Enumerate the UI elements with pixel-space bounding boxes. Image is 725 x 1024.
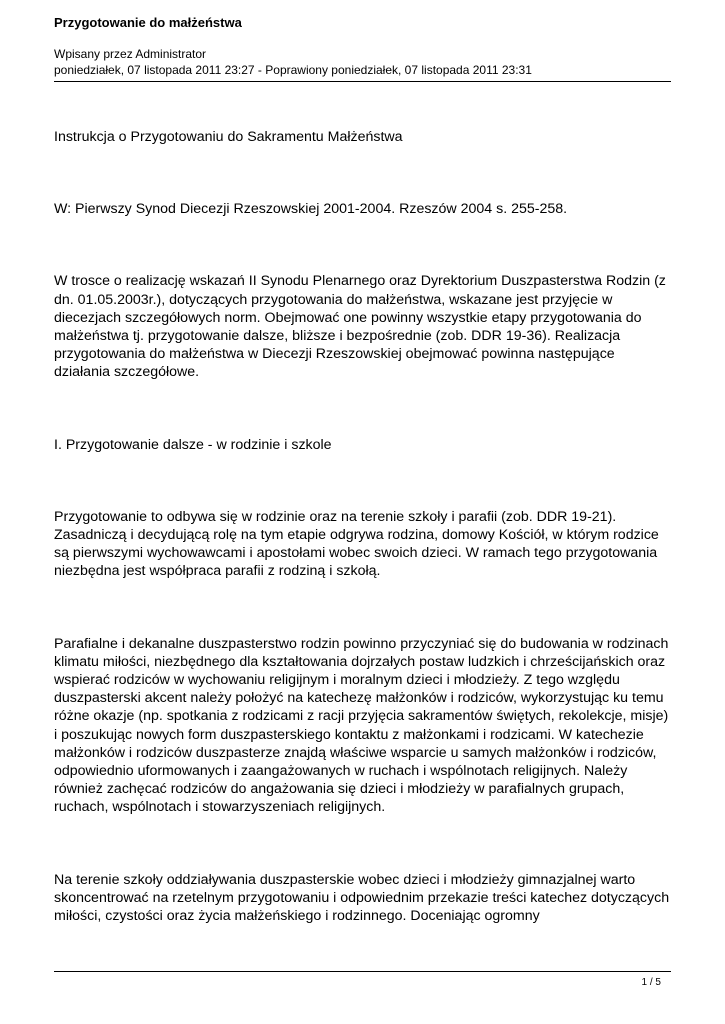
source-citation: W: Pierwszy Synod Diecezji Rzeszowskiej 2001-2004. Rzeszów 2004 s. 255-258. <box>54 201 568 218</box>
intro-paragraph: W trosce o realizację wskazań II Synodu Plenarnego oraz Dyrektorium Duszpasterstwa Rodzin (z dn. 01.05.2003r.), dotyczących przygotowania do małżeństwa, wskazane jest przyjęcie w diecezjach szczegółowych norm. Obejmować one powinny wszystkie etapy przygotowania do małżeństwa tj. przygotowanie dalsze, bliższe i bezpośrednie (zob. DDR 19-36). Realizacja przygotowania do małżeństwa w Diecezji Rzeszowskiej obejmować powinna następujące działania szczegółowe. <box>54 273 666 381</box>
page-number: 1 / 5 <box>641 977 661 988</box>
dates-line: poniedziałek, 07 listopada 2011 23:27 - Poprawiony poniedziałek, 07 listopada 2011 23:31 <box>54 63 532 77</box>
document-body <box>54 128 674 925</box>
author-line: Wpisany przez Administrator <box>54 47 207 61</box>
footer-divider <box>54 971 671 972</box>
paragraph-1: Przygotowanie to odbywa się w rodzinie oraz na terenie szkoły i parafii (zob. DDR 19-21). Zasadniczą i decydującą rolę na tym etapie odgrywa rodzina, domowy Kościół, w którym rodzice są pierwszymi wychowawcami i apostołami wobec swoich dzieci. W ramach tego przygotowania niezbędna jest współpraca parafii z rodziną i szkołą. <box>54 508 659 580</box>
paragraph-2: Parafialne i dekanalne duszpasterstwo rodzin powinno przyczyniać się do budowania w rodzinach klimatu miłości, niezbędnego dla kształtowania dojrzałych postaw ludzkich i chrześcijańskich oraz wspierać rodziców w wychowaniu religijnym i moralnym dzieci i młodzieży. Z tego względu duszpasterski akcent należy położyć na katechezę małżonków i rodziców, wykorzystując ku temu różne okazje (np. spotkania z rodzicami z racji przyjęcia sakramentów świętych, rekolekcje, misje) i poszukując nowych form duszpasterskiego kontaktu z małżonkami i rodzicami. W katechezie małżonków i rodziców duszpasterze znajdą właściwe wsparcie u samych małżonków i rodziców, odpowiednio uformowanych i zaangażowanych w ruchach i wspólnotach religijnych. Należy również zachęcać rodziców do angażowania się dzieci i młodzieży w parafialnych grupach, ruchach, wspólnotach i stowarzyszeniach religijnych. <box>54 635 669 816</box>
document-title: Przygotowanie do małżeństwa <box>54 15 242 30</box>
section-title: I. Przygotowanie dalsze - w rodzinie i szkole <box>54 436 332 453</box>
document-meta <box>54 46 532 78</box>
body-heading: Instrukcja o Przygotowaniu do Sakramentu Małżeństwa <box>54 129 403 145</box>
header-divider <box>54 81 671 82</box>
paragraph-3: Na terenie szkoły oddziaływania duszpasterskie wobec dzieci i młodzieży gimnazjalnej warto skoncentrować na rzetelnym przygotowaniu i odpowiednim przekazie treści katechez dotyczących miłości, czystości oraz życia małżeńskiego i rodzinnego. Doceniając ogromny <box>54 871 670 925</box>
